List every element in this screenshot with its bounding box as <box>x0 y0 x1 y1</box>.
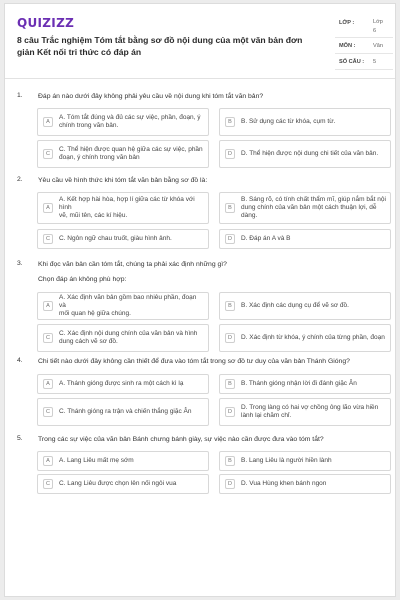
option-line: chính trong văn bản. <box>59 122 119 129</box>
option-text <box>241 480 326 488</box>
meta-grade-key: LỚP : <box>339 20 355 26</box>
option-letter: B <box>225 301 235 311</box>
option-4c[interactable] <box>37 398 209 426</box>
option-line: C. Lang Liêu được chọn lên nối ngôi vua <box>59 479 177 487</box>
option-line: mối quan hệ giữa chúng. <box>59 310 131 318</box>
meta-grade <box>335 16 393 38</box>
meta-count-value: 5 <box>373 59 377 65</box>
option-1c[interactable] <box>37 140 209 168</box>
option-4b[interactable] <box>219 374 391 394</box>
meta-count <box>335 54 393 70</box>
question-text: Yêu cầu về hình thức khi tóm tắt văn bản bằng sơ đồ là: <box>38 177 208 184</box>
option-letter: D <box>225 234 235 244</box>
option-text <box>241 380 357 388</box>
option-line: D. Thể hiện được nội dung chi tiết của văn bản. <box>241 149 379 157</box>
option-line: D. Đáp án A và B <box>241 234 291 242</box>
option-text <box>241 334 385 342</box>
option-letter: A <box>43 456 53 466</box>
option-1a[interactable] <box>37 108 209 136</box>
option-line: A. Xác định văn bản gồm bao nhiêu phần, đoạn và <box>59 293 197 309</box>
option-line: B. Sử dụng các từ khóa, cụm từ. <box>241 117 336 125</box>
option-2c[interactable] <box>37 229 209 249</box>
option-text <box>241 235 291 243</box>
question-text: Đáp án nào dưới đây không phải yêu cầu về nội dung khi tóm tắt văn bản? <box>38 93 264 100</box>
option-3c[interactable] <box>37 324 209 352</box>
option-5a[interactable] <box>37 451 209 471</box>
option-text <box>59 146 203 162</box>
option-line: dàng. <box>241 212 258 220</box>
quizizz-logo: QUIZIZZ <box>17 16 75 30</box>
option-letter: C <box>43 333 53 343</box>
option-text <box>59 196 204 221</box>
option-text <box>241 404 378 420</box>
option-letter: C <box>43 149 53 159</box>
option-line: D. Trong làng có hai vợ chồng ông lão vừa hiền <box>241 403 379 411</box>
option-text <box>241 302 349 310</box>
option-line: C. Thánh gióng ra trận và chiến thắng giặc Ân <box>59 407 192 415</box>
meta-subject <box>335 38 393 54</box>
option-text <box>59 408 192 416</box>
option-line: B. Xác định các dụng cụ để vẽ sơ đồ. <box>241 301 349 309</box>
option-letter: C <box>43 234 53 244</box>
question-text: Chi tiết nào dưới đây không cần thiết để đưa vào tóm tắt trong sơ đồ tư duy của văn bản Thánh Gióng? <box>38 358 350 365</box>
question-number: 4. <box>17 357 23 364</box>
option-text <box>241 118 335 126</box>
meta-box <box>335 16 393 70</box>
option-text <box>59 457 134 465</box>
question-text <box>38 260 388 284</box>
option-text <box>241 150 378 158</box>
option-letter: B <box>225 117 235 127</box>
meta-grade-value-line: 6 <box>373 28 377 34</box>
option-3b[interactable] <box>219 292 391 320</box>
option-line: vẽ, mũi tên, các kí hiệu. <box>59 212 128 220</box>
option-text <box>241 196 386 221</box>
option-3d[interactable] <box>219 324 391 352</box>
option-line: dung cách vẽ sơ đồ. <box>59 338 118 345</box>
option-5c[interactable] <box>37 474 209 494</box>
option-line: A. Lang Liêu mất mẹ sớm <box>59 456 134 464</box>
meta-subject-value: Văn <box>373 43 383 49</box>
option-line: B. Thánh gióng nhận lời đi đánh giặc Ân <box>241 379 357 387</box>
option-letter: C <box>43 479 53 489</box>
option-4a[interactable] <box>37 374 209 394</box>
option-line: C. Xác định nội dung chính của văn bản và hình <box>59 329 198 337</box>
option-letter: D <box>225 479 235 489</box>
worksheet-page <box>4 3 396 597</box>
option-line: dung chính của văn bản một cách thuận lợi, dễ <box>241 203 377 211</box>
option-text <box>59 330 197 346</box>
option-line: lành lại chăm chỉ. <box>241 412 292 419</box>
option-letter: D <box>225 149 235 159</box>
option-text <box>59 480 176 488</box>
option-2b[interactable] <box>219 192 391 224</box>
option-letter: D <box>225 333 235 343</box>
option-1b[interactable] <box>219 108 391 136</box>
worksheet-header <box>5 4 395 79</box>
option-letter: A <box>43 117 53 127</box>
option-2d[interactable] <box>219 229 391 249</box>
option-text <box>59 235 172 243</box>
option-1d[interactable] <box>219 140 391 168</box>
option-line: B. Lang Liêu là người hiền lành <box>241 456 332 464</box>
option-line: C. Thể hiện được quan hệ giữa các sự việc, phần <box>59 145 203 153</box>
option-5b[interactable] <box>219 451 391 471</box>
meta-grade-value-line: Lớp <box>373 19 383 25</box>
option-letter: B <box>225 203 235 213</box>
option-3a[interactable] <box>37 292 209 320</box>
option-letter: D <box>225 407 235 417</box>
option-line: D. Xác định từ khóa, ý chính của từng phần, đoạn <box>241 333 385 341</box>
option-letter: C <box>43 407 53 417</box>
option-letter: B <box>225 379 235 389</box>
option-text <box>241 457 332 465</box>
option-line: C. Ngôn ngữ chau truốt, giàu hình ảnh. <box>59 234 172 242</box>
option-text <box>59 294 204 319</box>
option-line: A. Thánh gióng được sinh ra một cách kì lạ <box>59 379 184 387</box>
option-line: A. Tóm tắt đúng và đủ các sự việc, phần, đoạn, ý <box>59 113 201 121</box>
option-5d[interactable] <box>219 474 391 494</box>
option-4d[interactable] <box>219 398 391 426</box>
worksheet-title: 8 câu Trắc nghiệm Tóm tắt bằng sơ đồ nội dung của một văn bản đơn giản Kết nối tri thức có đáp án <box>17 35 303 57</box>
option-text <box>59 380 183 388</box>
option-line: B. Sáng rõ, có tính chất thẩm mĩ, giúp nắm bắt nội <box>241 195 386 203</box>
option-text <box>59 114 201 130</box>
option-line: đoạn, ý chính trong văn bản <box>59 154 140 161</box>
option-letter: A <box>43 379 53 389</box>
option-letter: A <box>43 301 53 311</box>
question-line: Khi đọc văn bản cần tóm tắt, chúng ta phải xác định những gì? <box>38 261 227 268</box>
question-number: 5. <box>17 435 23 442</box>
question-text: Trong các sự việc của văn bản Bánh chưng bánh giày, sự việc nào cần được đưa vào tóm tắt? <box>38 436 324 443</box>
option-letter: B <box>225 456 235 466</box>
meta-count-key: SỐ CÂU : <box>339 59 365 65</box>
question-number: 1. <box>17 92 23 99</box>
option-line: D. Vua Hùng khen bánh ngon <box>241 479 327 487</box>
option-2a[interactable] <box>37 192 209 224</box>
option-line: A. Kết hợp hài hòa, hợp lí giữa các từ khóa với hình <box>59 195 195 211</box>
option-letter: A <box>43 203 53 213</box>
meta-subject-key: MÔN : <box>339 43 356 49</box>
question-line: Chọn đáp án không phù hợp: <box>38 276 127 283</box>
question-number: 2. <box>17 176 23 183</box>
question-number: 3. <box>17 260 23 267</box>
